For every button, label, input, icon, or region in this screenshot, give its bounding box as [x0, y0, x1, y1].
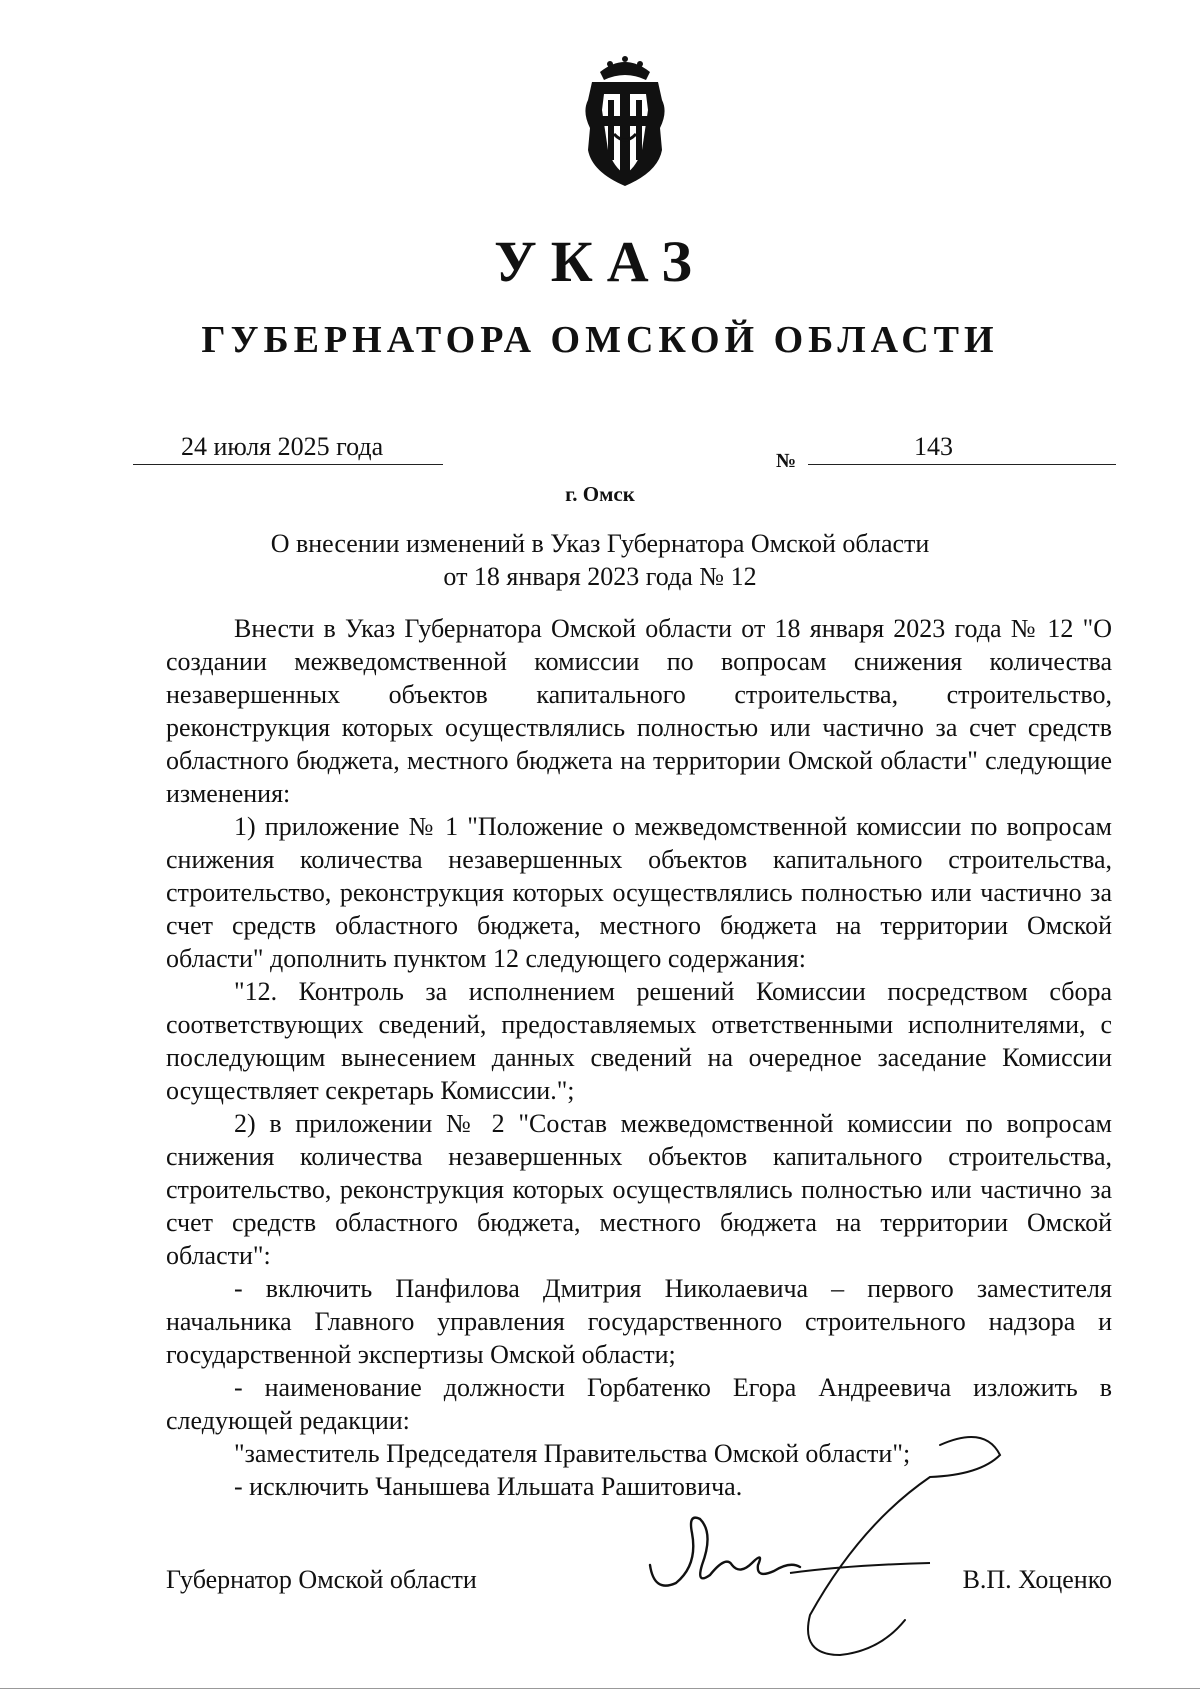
- body-paragraph: 1) приложение № 1 "Положение о межведомственной комиссии по вопросам снижения количества незавершенных объектов капитального строительства, строительство, реконструкция которых осуществлялись полностью или частично за счет средств областного бюджета, местного бюджета на территории Омской области" дополнить пунктом 12 следующего содержания:: [166, 812, 1112, 973]
- number-label: №: [776, 450, 797, 472]
- handwritten-signature: [640, 1415, 1040, 1665]
- body-paragraph: - исключить Чанышева Ильшата Рашитовича.: [234, 1472, 743, 1501]
- body-paragraph: 2) в приложении № 2 "Состав межведомственной комиссии по вопросам снижения количества незавершенных объектов капитального строительства, строительство, реконструкция которых осуществлялись полностью или частично за счет средств областного бюджета, местного бюджета на территории Омской области":: [166, 1109, 1112, 1270]
- omsk-coat-of-arms-icon: [570, 50, 680, 190]
- body-paragraph: "12. Контроль за исполнением решений Комиссии посредством сбора соответствующих сведений, предоставляемых ответственными исполнителями, с последующим вынесением данных сведений на очередное заседание Комиссии осуществляет секретарь Комиссии.";: [166, 977, 1112, 1105]
- body-paragraph: - включить Панфилова Дмитрия Николаевича – первого заместителя начальника Главного управления государственного строительного надзора и государственной экспертизы Омской области;: [166, 1274, 1112, 1369]
- bottom-divider: [0, 1688, 1200, 1689]
- document-subject: [0, 527, 1200, 593]
- document-body: [166, 612, 1112, 1503]
- date-field: [133, 432, 443, 465]
- body-paragraph: - наименование должности Горбатенко Егора Андреевича изложить в следующей редакции:: [166, 1373, 1112, 1435]
- subject-line-2: от 18 января 2023 года № 12: [443, 562, 757, 591]
- document-date: 24 июля 2025 года: [181, 432, 384, 461]
- signatory-name: В.П. Хоценко: [962, 1565, 1112, 1594]
- number-field: [808, 432, 1116, 465]
- city-label: г. Омск: [565, 482, 635, 506]
- document-subtitle: ГУБЕРНАТОРА ОМСКОЙ ОБЛАСТИ: [201, 319, 999, 361]
- subject-line-1: О внесении изменений в Указ Губернатора Омской области: [270, 529, 930, 558]
- signatory-position: Губернатор Омской области: [166, 1565, 477, 1594]
- document-title: УКАЗ: [494, 229, 706, 294]
- body-paragraph: Внести в Указ Губернатора Омской области от 18 января 2023 года № 12 "О создании межведомственной комиссии по вопросам снижения количества незавершенных объектов капитального строительства, строительство, реконструкция которых осуществлялись полностью или частично за счет средств областного бюджета, местного бюджета на территории Омской области" следующие изменения:: [166, 614, 1112, 808]
- document-number: 143: [914, 432, 953, 461]
- body-paragraph: "заместитель Председателя Правительства Омской области";: [234, 1439, 911, 1468]
